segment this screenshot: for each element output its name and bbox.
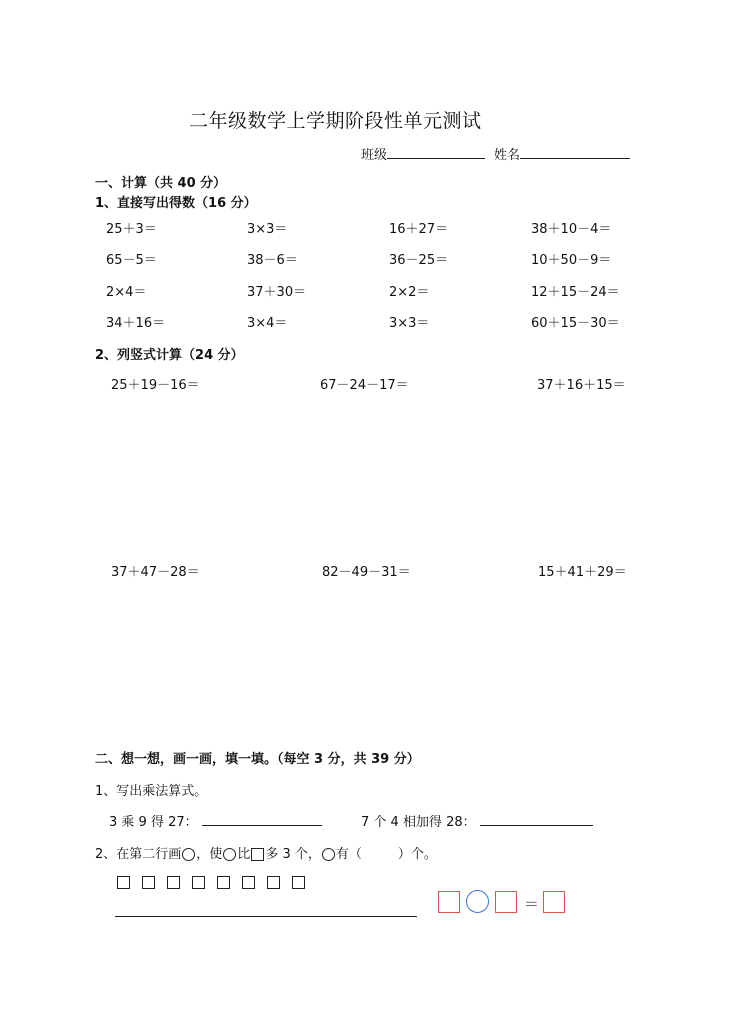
mental-math-item: 65－5＝ bbox=[106, 253, 157, 268]
mental-math-item: 10＋50－9＝ bbox=[531, 253, 612, 268]
vertical-calc-item: 37＋47－28＝ bbox=[111, 565, 200, 580]
circle-icon bbox=[322, 848, 335, 861]
equals-sign: ＝ bbox=[524, 895, 540, 913]
class-blank[interactable] bbox=[387, 145, 485, 159]
mental-math-item: 3×4＝ bbox=[247, 316, 288, 331]
square-icon bbox=[251, 848, 264, 861]
circle-icon bbox=[223, 848, 236, 861]
mental-math-item: 3×3＝ bbox=[247, 222, 288, 237]
mental-math-item: 34＋16＝ bbox=[106, 316, 166, 331]
q2-text: 比 bbox=[237, 847, 251, 862]
name-blank[interactable] bbox=[520, 145, 630, 159]
square-icon bbox=[192, 876, 205, 889]
class-field bbox=[361, 144, 485, 163]
q2-text: ，使 bbox=[196, 847, 223, 862]
vertical-calc-item: 67－24－17＝ bbox=[320, 378, 409, 393]
mental-math-item: 16＋27＝ bbox=[389, 222, 449, 237]
mental-math-item: 38－6＝ bbox=[247, 253, 298, 268]
vertical-calc-item: 15＋41＋29＝ bbox=[538, 565, 627, 580]
equation-result-box[interactable] bbox=[543, 891, 565, 913]
q1-item-a-blank[interactable] bbox=[202, 812, 322, 826]
square-icon bbox=[267, 876, 280, 889]
q1-item-a-label: 3 乘 9 得 27： bbox=[109, 815, 198, 830]
q2-prompt bbox=[95, 843, 437, 862]
q1-item-b-blank[interactable] bbox=[480, 812, 593, 826]
q2-text: 2、在第二行画 bbox=[95, 847, 182, 862]
q1-item-b bbox=[361, 811, 593, 830]
mental-math-item: 2×2＝ bbox=[389, 285, 430, 300]
section2-heading: 二、想一想，画一画，填一填。（每空 3 分，共 39 分） bbox=[95, 752, 420, 767]
section1-heading: 一、计算（共 40 分） bbox=[95, 176, 227, 191]
square-icon bbox=[167, 876, 180, 889]
part2-heading: 2、列竖式计算（24 分） bbox=[95, 348, 244, 363]
equation-box[interactable] bbox=[438, 891, 460, 913]
mental-math-item: 37＋30＝ bbox=[247, 285, 307, 300]
part1-heading: 1、直接写出得数（16 分） bbox=[95, 196, 257, 211]
mental-math-item: 60＋15－30＝ bbox=[531, 316, 620, 331]
drawing-line[interactable] bbox=[115, 916, 417, 917]
vertical-calc-item: 82－49－31＝ bbox=[322, 565, 411, 580]
circle-icon bbox=[182, 848, 195, 861]
equation-box[interactable] bbox=[495, 891, 517, 913]
square-icon bbox=[217, 876, 230, 889]
operator-circle[interactable] bbox=[466, 890, 489, 913]
mental-math-item: 25＋3＝ bbox=[106, 222, 157, 237]
square-icon bbox=[117, 876, 130, 889]
vertical-calc-item: 37＋16＋15＝ bbox=[537, 378, 626, 393]
class-label: 班级 bbox=[361, 148, 388, 163]
square-icon bbox=[292, 876, 305, 889]
page-title: 二年级数学上学期阶段性单元测试 bbox=[189, 110, 482, 132]
q1-prompt: 1、写出乘法算式。 bbox=[95, 784, 208, 799]
vertical-calc-item: 25＋19－16＝ bbox=[111, 378, 200, 393]
square-row bbox=[117, 872, 305, 891]
mental-math-item: 12＋15－24＝ bbox=[531, 285, 620, 300]
q1-item-a bbox=[109, 811, 322, 830]
square-icon bbox=[242, 876, 255, 889]
name-label: 姓名 bbox=[494, 148, 521, 163]
q2-text: 多 3 个， bbox=[265, 847, 321, 862]
name-field bbox=[494, 144, 630, 163]
mental-math-item: 3×3＝ bbox=[389, 316, 430, 331]
mental-math-item: 38＋10－4＝ bbox=[531, 222, 612, 237]
q1-item-b-label: 7 个 4 相加得 28： bbox=[361, 815, 476, 830]
q2-text: 有（ bbox=[335, 847, 362, 862]
q2-text: ）个。 bbox=[397, 847, 437, 862]
mental-math-item: 2×4＝ bbox=[106, 285, 147, 300]
square-icon bbox=[142, 876, 155, 889]
mental-math-item: 36－25＝ bbox=[389, 253, 449, 268]
